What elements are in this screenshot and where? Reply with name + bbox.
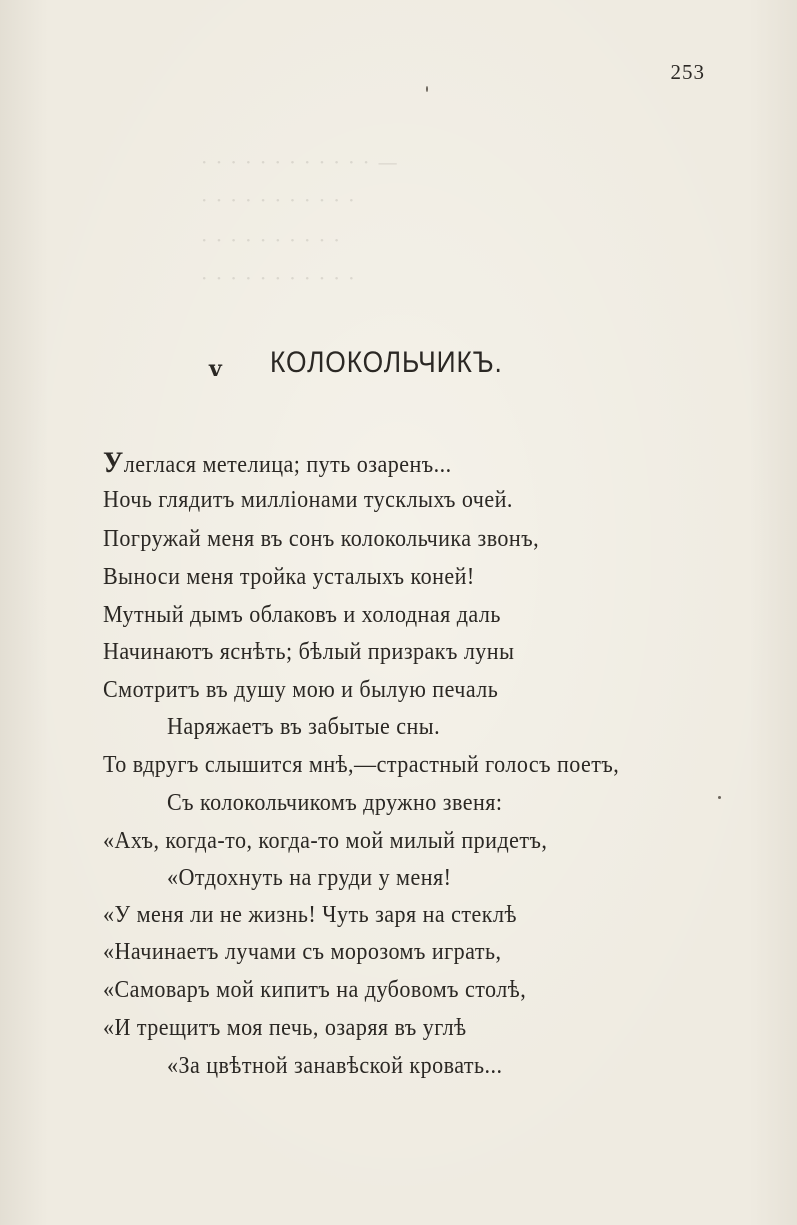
poem-line: «Отдохнуть на груди у меня! bbox=[167, 865, 452, 891]
poem-line bbox=[103, 448, 452, 479]
show-through-text: · · · · · · · · · · bbox=[200, 228, 340, 252]
poem-line: «Ахъ, когда-то, когда-то мой милый придетъ, bbox=[103, 828, 548, 854]
ink-speck bbox=[718, 796, 721, 799]
poem-line: «И трещитъ моя печь, озаряя въ углѣ bbox=[103, 1015, 467, 1041]
poem-line: «Начинаетъ лучами съ морозомъ играть, bbox=[103, 939, 502, 965]
show-through-text: — · · · · · · · · · · · · bbox=[200, 150, 398, 174]
poem-line: «Самоваръ мой кипитъ на дубовомъ столѣ, bbox=[103, 977, 527, 1003]
poem-line: Мутный дымъ облаковъ и холодная даль bbox=[103, 602, 501, 628]
poem-line: «У меня ли не жизнь! Чуть заря на стеклѣ bbox=[103, 902, 517, 928]
poem-line: То вдругъ слышится мнѣ,—страстный голосъ поетъ, bbox=[103, 752, 620, 778]
poem-line: «За цвѣтной занавѣской кровать... bbox=[167, 1053, 503, 1079]
show-through-text: · · · · · · · · · · · bbox=[200, 266, 355, 290]
poem-title: КОЛОКОЛЬЧИКЪ. bbox=[270, 346, 503, 379]
ink-speck bbox=[426, 86, 428, 92]
page-number: 253 bbox=[670, 60, 705, 84]
poem-line: Выноси меня тройка усталыхъ коней! bbox=[103, 564, 475, 590]
poem-line-text: леглася метелица; путь озаренъ... bbox=[123, 452, 452, 478]
show-through-text: · · · · · · · · · · · bbox=[200, 188, 355, 212]
poem-line: Съ колокольчикомъ дружно звеня: bbox=[167, 790, 503, 816]
poem-line: Наряжаетъ въ забытые сны. bbox=[167, 714, 441, 740]
poem-line: Смотритъ въ душу мою и былую печаль bbox=[103, 677, 499, 703]
poem-line: Начинаютъ яснѣть; бѣлый призракъ луны bbox=[103, 639, 515, 665]
drop-cap: У bbox=[103, 446, 124, 479]
poem-line: Погружай меня въ сонъ колокольчика звонъ, bbox=[103, 526, 540, 552]
section-mark: v bbox=[209, 356, 222, 382]
poem-line: Ночь глядитъ миллiонами тусклыхъ очей. bbox=[103, 487, 513, 513]
